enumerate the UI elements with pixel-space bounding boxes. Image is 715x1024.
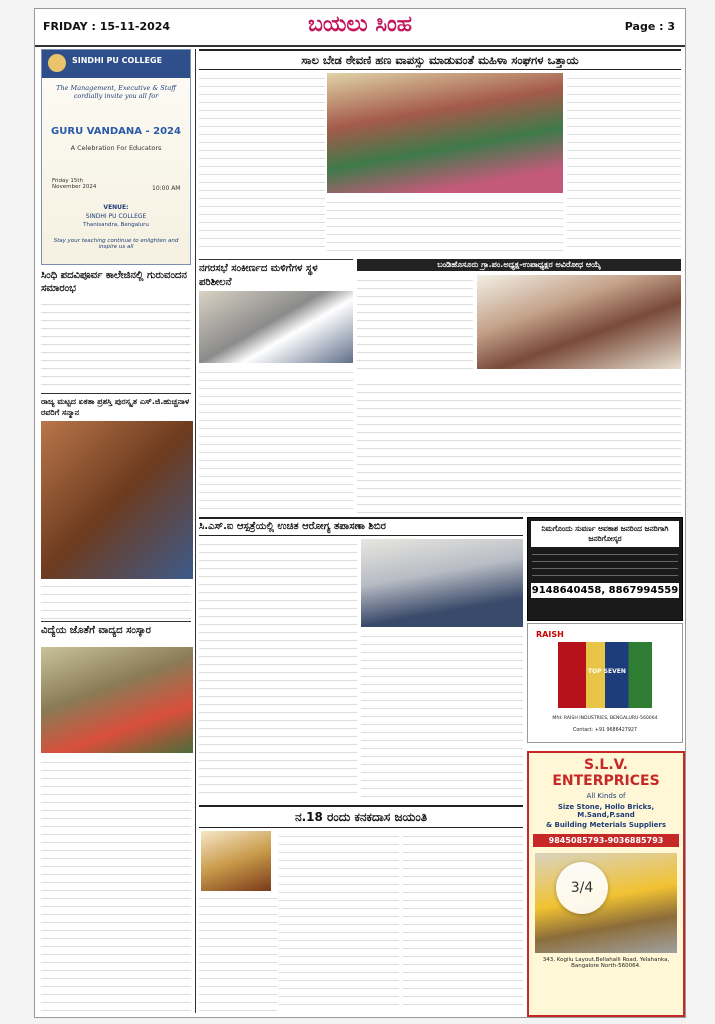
kanaka-photo: [201, 831, 271, 891]
health-camp-photo: [361, 539, 523, 627]
guru-vandana-poster: [41, 49, 191, 265]
poster-place: Thanisandra, Bengaluru: [83, 222, 149, 228]
raish-product: TOP SEVEN: [588, 668, 626, 675]
raish-brand: RAISH: [536, 630, 564, 639]
image-pager-indicator[interactable]: [556, 862, 608, 914]
raish-ad: [527, 623, 683, 743]
kanaka-body-mid: [279, 831, 399, 1011]
election-body-left: [357, 275, 473, 375]
main-body-mid: [327, 197, 563, 253]
survey-ad: [527, 517, 683, 621]
city-council-body: [199, 367, 353, 513]
slv-line1: All Kinds of: [586, 792, 626, 800]
survey-ad-head: ನಿಮಗೊಂದು ಸುವರ್ಣ ಅವಕಾಶ ಜನರಿಂದ ಜನರಿಗಾಗಿ ಜನರಿಗೋಸ್ಕರ: [531, 521, 679, 547]
poster-tagline: Stay your teaching continue to enlighten and inspire us all: [53, 238, 179, 250]
award-photo: [41, 421, 193, 579]
college-logo: [48, 54, 66, 72]
main-headline: ಸಾಲ ಬೇಡ ಠೇವಣಿ ಹಣ ವಾಪಸ್ಸು ಮಾಡುವಂತೆ ಮಹಿಳಾ ಸಂಘಗಳ ಒತ್ತಾಯ: [199, 49, 681, 70]
column-divider: [195, 49, 196, 1013]
kanaka-body-left: [199, 893, 277, 1011]
poster-college: SINDHI PU COLLEGE: [72, 56, 163, 65]
city-council-photo: [199, 291, 353, 363]
culture-photo: [41, 647, 193, 753]
election-photo: [477, 275, 681, 369]
election-headline: ಬಂಡಿಹೊಸೂರು ಗ್ರಾ.ಪಂ.ಅಧ್ಯಕ್ಷ-ಉಪಾಧ್ಯಕ್ಷರ ಅವಿರೋಧ ಆಯ್ಕೆ: [357, 259, 681, 271]
newspaper-title: ಬಯಲು ಸಿಂಹ: [307, 12, 413, 37]
women-groups-photo: [327, 73, 563, 193]
main-body-left: [199, 73, 325, 253]
pager-text: 3/4: [570, 880, 594, 896]
guru-vandana-headline: ಸಿಂಧಿ ಪದವಿಪೂರ್ವ ಕಾಲೇಜಿನಲ್ಲಿ ಗುರುವಂದನ ಸಮಾರಂಭ: [41, 270, 187, 294]
raish-contact: Contact: +91 9686427927: [573, 728, 637, 733]
guru-vandana-body: [41, 299, 191, 389]
poster-event: GURU VANDANA - 2024: [51, 126, 181, 137]
slv-line3: & Building Meterials Suppliers: [545, 821, 667, 829]
slv-machinery-image: [535, 853, 677, 953]
culture-body: [41, 757, 191, 1012]
kanaka-body-right: [403, 831, 523, 1011]
health-camp-body-left: [199, 539, 357, 799]
poster-sub: A Celebration For Educators: [70, 144, 162, 152]
kanaka-jayanti-headline: ನ.18 ರಂದು ಕನಕದಾಸ ಜಯಂತಿ: [199, 805, 523, 828]
survey-ad-phone: 9148640458, 8867994559: [531, 585, 679, 596]
raish-product-packs: [558, 642, 652, 708]
election-body-bottom: [357, 379, 681, 513]
poster-time: 10:00 AM: [152, 185, 181, 192]
poster-venue: SINDHI PU COLLEGE: [85, 213, 147, 220]
main-body-right: [567, 73, 681, 253]
slv-name: S.L.V. ENTERPRICES: [552, 757, 660, 789]
health-camp-body-right: [361, 631, 523, 799]
masthead: [35, 9, 685, 47]
slv-line2: Size Stone, Hollo Bricks, M.Sand,P.sand: [557, 803, 655, 819]
raish-maker: Mfd: RAISH INDUSTRIES, BENGALURU-560064: [552, 716, 658, 721]
award-caption: [41, 581, 191, 619]
poster-date: Friday 15th November 2024: [52, 178, 97, 190]
award-headline: ರಾಜ್ಯ ಮಟ್ಟದ ಏಕತಾ ಪ್ರಶಸ್ತಿ ಪುರಸ್ಕೃತ ಎಸ್.ಜಿ.ಹುಚ್ಚನಾಳ ರವರಿಗೆ ಸನ್ಮಾನ: [41, 393, 191, 418]
poster-venue-label: VENUE:: [103, 204, 129, 211]
issue-date: FRIDAY : 15-11-2024: [43, 20, 171, 33]
slv-address: 343, Kogilu Layout,Bellahalli Road, Yelahanka, Bangalore North-560064.: [542, 957, 670, 969]
health-camp-headline: ಸಿ.ಎಸ್.ಐ ಆಸ್ಪತ್ರೆಯಲ್ಲಿ ಉಚಿತ ಆರೋಗ್ಯ ತಪಾಸಣಾ ಶಿಬಿರ: [199, 517, 523, 536]
city-council-headline: ನಗರಸಭೆ ಸಂಕೀರ್ಣದ ಮಳಿಗೆಗಳ ಸ್ಥಳ ಪರಿಶೀಲನೆ: [199, 259, 353, 290]
page-number: Page : 3: [624, 20, 675, 33]
culture-headline: ವಿದ್ಯೆಯ ಜೊತೆಗೆ ವಾದ್ಯದ ಸಂಸ್ಕಾರ: [41, 621, 191, 637]
poster-invite: The Management, Executive & Staff cordially invite you all for: [56, 84, 176, 100]
slv-phone: 9845085793-9036885793: [533, 834, 679, 847]
survey-ad-body: [532, 550, 678, 580]
